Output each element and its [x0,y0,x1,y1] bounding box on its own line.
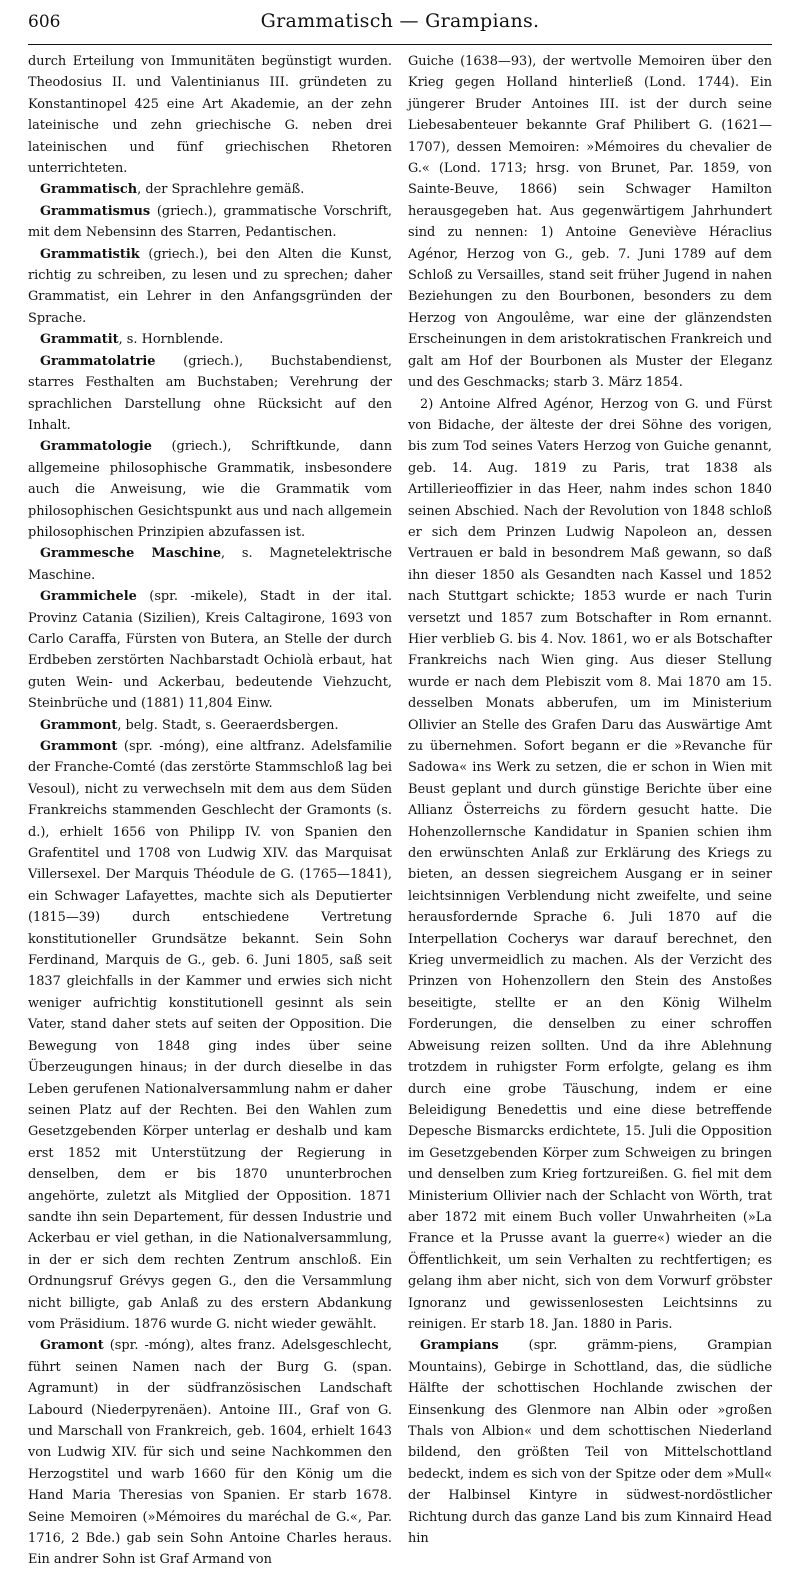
entry-text: (spr. -móng), eine altfranz. Adelsfamilie der Franche-Comté (das zerstörte Stammschloß lag bei Vesoul), nicht zu verwechseln mit dem aus dem Süden Frankreichs stammenden Geschlecht der Gramonts (s. d.), erhielt 1656 von Philipp IV. von Spanien den Grafentitel und 1708 von Ludwig XIV. das Marquisat Villersexel. Der Marquis Théodule de G. (1765—1841), ein Schwager Lafayettes, machte sich als Deputierter (1815—39) durch entschiedene Vertretung konstitutioneller Grundsätze bekannt. Sein Sohn Ferdinand, Marquis de G., geb. 6. Juni 1805, saß seit 1837 gleichfalls in der Kammer und erwies sich nicht weniger aufrichtig konstitutionell gesinnt als sein Vater, stand daher stets auf seiten der Opposition. Die Bewegung von 1848 ging indes über seine Überzeugungen hinaus; in der durch dieselbe in das Leben gerufenen Nationalversammlung nahm er daher seinen Platz auf der Rechten. Bei den Wahlen zum Gesetzgebenden Körper unterlag er deshalb und kam erst 1852 mit Unterstützung der Regierung in denselben, dem er bis 1870 ununterbrochen angehörte, zuletzt als Mitglied der Opposition. 1871 sandte ihn sein Departement, für dessen Industrie und Ackerbau er viel gethan, in die Nationalversammlung, in der er sich dem rechten Zentrum anschloß. Ein Ordnungsruf Grévys gegen G., den die Versammlung nicht billigte, gab Anlaß zu des erstern Abdankung vom Präsidium. 1876 wurde G. nicht wieder gewählt. [28,739,392,1332]
entry-text: , s. Hornblende. [118,332,224,348]
entry-paragraph [408,51,772,394]
entry-text: (spr. grämm-piens, Grampian Mountains), Gebirge in Schottland, das, die südliche Hälfte der schottischen Hochlande zwischen der Einsenkung des Glenmore nan Albin oder »großen Thals von Albion« und dem schottischen Niederland bildend, den größten Teil von Mittelschottland bedeckt, indem es sich von der Spitze oder dem »Mull« der Halbinsel Kintyre in südwest-nordöstlicher Richtung durch das ganze Land bis zum Kinnaird Head hin [408,1338,772,1547]
dictionary-entry [28,586,392,714]
entry-headword: Grammatologie [40,439,152,455]
dictionary-entry [28,736,392,1335]
entry-headword: Grammont [40,739,118,754]
entry-text: durch Erteilung von Immunitäten begünstigt wurden. Theodosius II. und Valentinianus III. gründeten zu Konstantinopel 425 eine Art Akademie, an der zehn lateinische und zehn griechische G. neben drei lateinischen und fünf griechischen Rhetoren unterrichteten. [28,54,392,177]
entry-text: , der Sprachlehre gemäß. [137,182,305,198]
entry-text: (griech.), Schriftkunde, dann allgemeine philosophische Grammatik, insbesondere auch die Anweisung, wie die Grammatik vom philosophischen Gesichtspunkt aus und nach allgemein philosophischen Prinzipien abzufassen ist. [28,439,392,540]
dictionary-entry [408,1335,772,1549]
entry-headword: Grammichele [40,589,137,605]
running-head: Grammatisch — Grampians. [260,10,540,32]
page-number: 606 [28,12,61,32]
entry-headword: Grammont [40,717,118,733]
entry-text: 2) Antoine Alfred Agénor, Herzog von G. und Fürst von Bidache, der älteste der drei Söhne des vorigen, bis zum Tod seines Vaters Herzog von Guiche genannt, geb. 14. Aug. 1819 zu Paris, trat 1838 als Artillerieoffizier in das Heer, nahm indes schon 1840 seinen Abschied. Nach der Revolution von 1848 schloß er sich dem Prinzen Ludwig Napoleon an, dessen Vertrauen er bald in besondrem Maß gewann, so daß ihn dieser 1850 als Gesandten nach Kassel und 1852 nach Stuttgart schickte; 1853 wurde er nach Turin versetzt und 1857 zum Botschafter in Rom ernannt. Hier verblieb G. bis 4. Nov. 1861, wo er als Botschafter Frankreichs nach Wien ging. Aus dieser Stellung wurde er nach dem Plebiszit vom 8. Mai 1870 am 15. desselben Monats abberufen, um im Ministerium Ollivier an Stelle des Grafen Daru das Auswärtige Amt zu übernehmen. Sofort begann er die »Revanche für Sadowa« ins Werk zu setzen, die er schon in Wien mit Beust geplant und durch günstige Berichte über eine Allianz Österreichs zu fördern gesucht hatte. Die Hohenzollernsche Kandidatur in Spanien schien ihm den erwünschten Anlaß zur Erklärung des Kriegs zu bieten, an dessen siegreichem Ausgang er in seiner leichtsinnigen Verblendung nicht zweifelte, und seine herausfordernde Sprache 6. Juli 1870 auf die Interpellation Cocherys war darauf berechnet, den Krieg unvermeidlich zu machen. Als der Verzicht des Prinzen von Hohenzollern den Stein des Anstoßes beseitigte, stellte er an den König Wilhelm Forderungen, die denselben zu einer schroffen Abweisung reizen sollten. Und da ihre Ablehnung trotzdem in ruhigster Form erfolgte, gelang es ihm durch eine grobe Täuschung, indem er eine Beleidigung Benedettis und eine diese betreffende Depesche Bismarcks erdichtete, 15. Juli die Opposition im Gesetzgebenden Körper zum Schweigen zu bringen und denselben zum Krieg fortzureißen. G. fiel mit dem Ministerium Ollivier nach der Schlacht von Wörth, trat aber 1872 mit einem Buch voller Unwahrheiten (»La France et la Prusse avant la guerre«) wieder an die Öffentlichkeit, um sein Verhalten zu rechtfertigen; es gelang ihm aber nicht, sich von dem Vorwurf gröbster Ignoranz und gewissenlosesten Leichtsinns zu reinigen. Er starb 18. Jan. 1880 in Paris. [408,396,772,1332]
entry-headword: Grammatit [40,332,119,348]
entry-headword: Gramont [40,1338,104,1354]
entry-headword: Grammatolatrie [40,353,156,369]
entry-text: (griech.), grammatische Vorschrift, mit dem Nebensinn des Starren, Pedantischen. [28,203,392,241]
entry-text: (spr. -mikele), Stadt in der ital. Provinz Catania (Sizilien), Kreis Caltagirone, 1693 von Carlo Caraffa, Fürsten von Butera, an Stelle der durch Erdbeben zerstörten Nachbarstadt Ochiolà erbaut, hat guten Wein- und Ackerbau, bedeutende Viehzucht, Steinbrüche und (1881) 11,804 Einw. [28,589,392,712]
entry-text: Guiche (1638—93), der wertvolle Memoiren über den Krieg gegen Holland hinterließ (Lond. 1744). Ein jüngerer Bruder Antoines III. ist der durch seine Liebesabenteuer bekannte Graf Philibert G. (1621—1707), dessen Memoiren: »Mémoires du chevalier de G.« (Lond. 1713; hrsg. von Brunet, Par. 1859, von Sainte-Beuve, 1866) sein Schwager Hamilton herausgegeben hat. Aus gegenwärtigem Jahrhundert sind zu nennen: 1) Antoine Geneviève Héraclius Agénor, Herzog von G., geb. 7. Juni 1789 auf dem Schloß zu Versailles, stand seit früher Jugend in nahen Beziehungen zu den Bourbonen, besonders zu dem Herzog von Angoulême, war eine der glänzendsten Erscheinungen in dem aristokratischen Frankreich und galt am Hof der Bourbonen als Muster der Eleganz und des Geschmacks; starb 3. März 1854. [408,54,772,391]
entry-text: , belg. Stadt, s. Geeraerdsbergen. [117,717,339,733]
text-columns [28,51,772,1568]
entry-text: , s. Magnetelektrische Maschine. [28,546,392,583]
entry-paragraph [408,394,772,1336]
entry-text: (griech.), bei den Alten die Kunst, richtig zu schreiben, zu lesen und zu sprechen; daher Grammatist, ein Lehrer in den Anfangsgründen der Sprache. [28,246,392,326]
entry-headword: Grammesche Maschine [40,546,222,562]
entry-headword: Grammatistik [40,246,140,262]
dictionary-entry [28,201,392,244]
entry-headword: Grampians [420,1338,499,1354]
entry-headword: Grammatismus [40,203,151,219]
dictionary-entry [28,543,392,586]
entry-headword: Grammatisch [40,182,138,198]
dictionary-entry [28,1335,392,1570]
right-column [408,51,772,1547]
entry-text: (spr. -móng), altes franz. Adelsgeschlecht, führt seinen Namen nach der Burg G. (span. Agramunt) in der südfranzösischen Landschaft Labourd (Niederpyrenäen). Antoine III., Graf von G. und Marschall von Frankreich, geb. 1604, erhielt 1643 von Ludwig XIV. für sich und seine Nachkommen den Herzogstitel und warb 1660 für den König um die Hand Maria Theresias von Spanien. Er starb 1678. Seine Memoiren (»Mémoires du maréchal de G.«, Par. 1716, 2 Bde.) gab sein Sohn Antoine Charles heraus. Ein andrer Sohn ist Graf Armand von [28,1338,392,1568]
page-header [28,10,772,45]
entry-paragraph [28,51,392,179]
entry-text: (griech.), Buchstabendienst, starres Festhalten am Buchstaben; Verehrung der sprachlichen Darstellung ohne Rücksicht auf den Inhalt. [28,353,392,433]
dictionary-entry [28,715,392,736]
dictionary-entry [28,179,392,200]
dictionary-entry [28,329,392,350]
left-column [28,51,392,1568]
dictionary-entry [28,351,392,437]
dictionary-entry [28,436,392,543]
dictionary-entry [28,244,392,330]
